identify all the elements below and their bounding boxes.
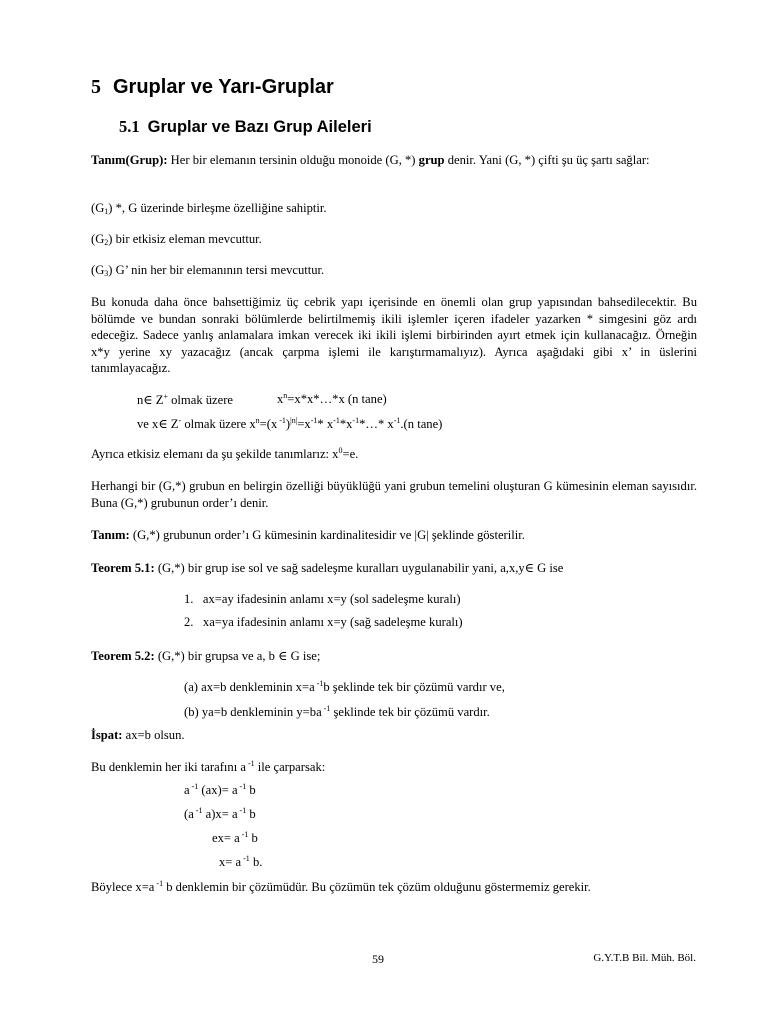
definition-label: Tanım(Grup): (91, 153, 168, 167)
footer-institution: G.Y.T.B Bil. Müh. Böl. (593, 952, 696, 964)
theorem-5-2-item-a: (a) ax=b denkleminin x=a $^{-1}$b şeklinde tek bir çözümü vardır ve, (184, 679, 505, 694)
proof-label: İspat: (91, 728, 123, 742)
theorem-label: Teorem 5.1: (91, 561, 155, 575)
negative-power-formula: ve x∈ Z- olmak üzere $x^n=(x$ $^{-1})^{|n|}=x^{-1}*$ $x^{-1}*x^{-1}*\dots*$ $x^{-1}.(n$ tane) (137, 416, 443, 431)
theorem-5-1: Teorem 5.1: (G,*) bir grup ise sol ve sağ sadeleşme kuralları uygulanabilir yani, a,x,y∈ G ise (91, 561, 564, 575)
axiom-g2: $(G_2)$ bir etkisiz eleman mevcuttur. (91, 232, 262, 247)
proof-step-3: ex= a $^{-1}$ b (212, 830, 258, 845)
positive-power-condition: n∈ Z+ olmak üzere (137, 392, 234, 407)
theorem-5-2: Teorem 5.2: (G,*) bir grupsa ve a, b ∈ G ise; (91, 649, 321, 663)
notation-paragraph: Bu konuda daha önce bahsettiğimiz üç cebrik yapı içerisinde en önemli olan grup yapısından bahsedilecektir. Bu bölümde ve bundan sonraki bölümlerde belirtilmemiş ikili işlemler içeren ifadeler yazarken * simgesini göz ardı edeceğiz. Sadece yanlış anlamalara imkan verecek iki ikili işlemi birbirinden ayırt etmek için kullanacağız. Örneğin x*y yerine xy yazacağız (ancak çarpma işlemi ile karıştırmamalıyız). Ayrıca aşağıdaki gibi x’ in üslerini tanımlayacağız. (91, 295, 697, 375)
definition-label: Tanım: (91, 528, 130, 542)
axiom-g1: $(G_1)$ *, G üzerinde birleşme özelliğine sahiptir. (91, 201, 327, 216)
theorem-5-1-item-1: 1. ax=ay ifadesinin anlamı x=y (sol sadeleşme kuralı) (184, 592, 461, 606)
chapter-heading (91, 76, 334, 99)
group-definition: Tanım(Grup): Her bir elemanın tersinin olduğu monoide (G, *) grup denir. Yani (G, *) çifti şu üç şartı sağlar: (91, 153, 650, 167)
proof-start: İspat: ax=b olsun. (91, 728, 185, 742)
theorem-5-2-item-b: (b) ya=b denkleminin y=ba $^{-1}$ şeklinde tek bir çözümü vardır. (184, 704, 490, 719)
term-grup: grup (418, 153, 445, 167)
proof-conclusion: Böylece x=a $^{-1}$ b denklemin bir çözümüdür. Bu çözümün tek çözüm olduğunu göstermemiz gerekir. (91, 879, 591, 894)
order-definition: Tanım: (G,*) grubunun order’ı G kümesinin kardinalitesidir ve |G| şeklinde gösterilir. (91, 528, 525, 542)
positive-power-formula: $x^n=x*x*\dots*x$ (n tane) (277, 391, 387, 406)
section-heading (119, 117, 372, 137)
section-number: 5.1 (119, 117, 140, 136)
proof-intro: Bu denklemin her iki tarafını a $^{-1}$ ile çarparsak: (91, 759, 326, 774)
theorem-label: Teorem 5.2: (91, 649, 155, 663)
proof-step-4: x= a $^{-1}$ b. (219, 854, 263, 869)
theorem-5-1-item-2: 2. xa=ya ifadesinin anlamı x=y (sağ sadeleşme kuralı) (184, 615, 463, 629)
section-title: Gruplar ve Bazı Grup Aileleri (147, 118, 372, 136)
axiom-g3: $(G_3)$ G’ nin her bir elemanının tersi mevcuttur. (91, 263, 325, 278)
chapter-number: 5 (91, 76, 101, 98)
proof-step-1: a $^{-1}$ (ax)= a $^{-1}$ b (184, 782, 256, 797)
proof-step-2: (a $^{-1}$ a)x= a $^{-1}$ b (184, 806, 256, 821)
order-paragraph: Herhangi bir (G,*) grubun en belirgin özelliği büyüklüğü yani grubun temelini oluşturan G kümesinin eleman sayısıdır. Buna (G,*) grubunun order’ı denir. (91, 479, 697, 510)
page-number: 59 (372, 952, 384, 966)
chapter-title: Gruplar ve Yarı-Gruplar (113, 76, 334, 98)
identity-definition: Ayrıca etkisiz elemanı da şu şekilde tanımlarız: $x^0=e$. (91, 446, 359, 461)
